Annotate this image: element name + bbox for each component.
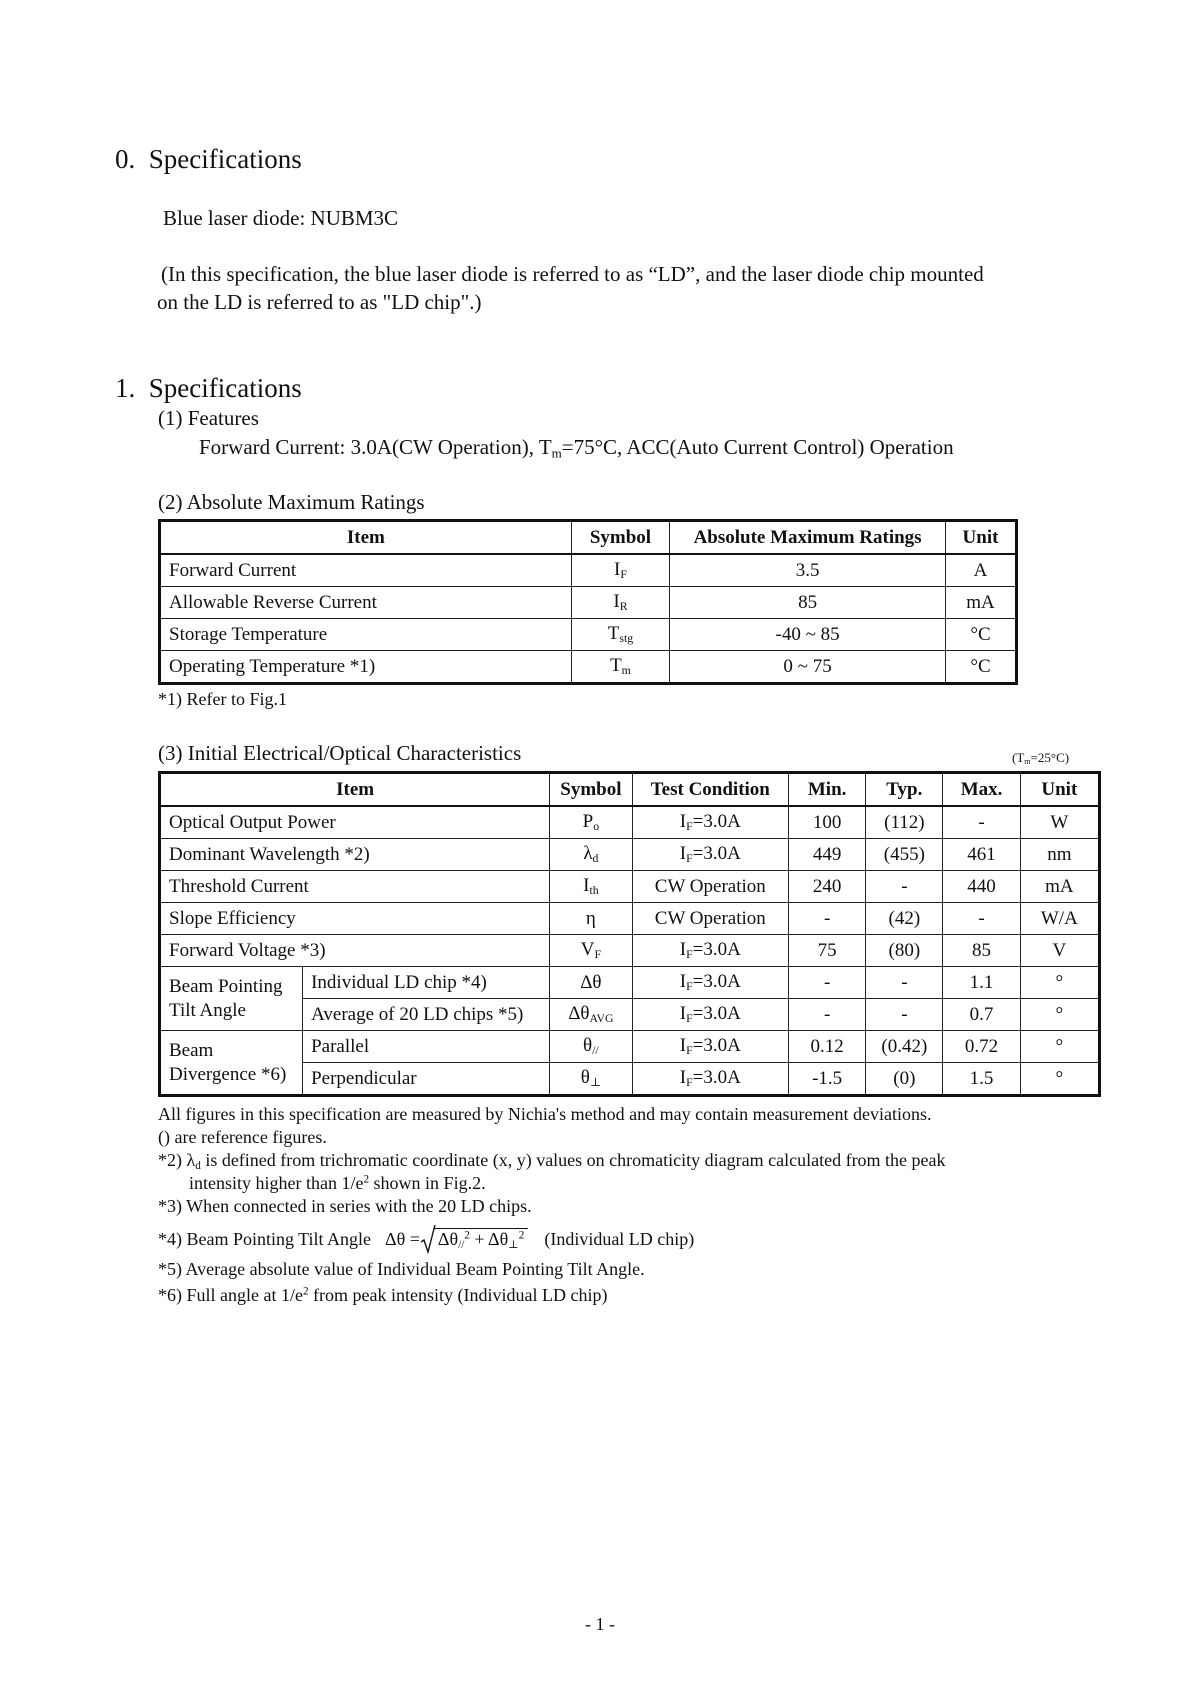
max-cell: 0.7 bbox=[943, 999, 1020, 1031]
formula-term1-sub: // bbox=[458, 1238, 465, 1251]
symbol-main: P bbox=[582, 811, 594, 833]
typ-cell: - bbox=[866, 999, 943, 1031]
sqrt-formula bbox=[420, 1224, 528, 1254]
intro-note-line1: (In this specification, the blue laser diode is referred to as “LD”, and the laser diode chip mounted bbox=[161, 262, 984, 286]
group-label-beam-divergence bbox=[160, 1031, 303, 1096]
table-header-row bbox=[160, 773, 1100, 807]
header-test-condition: Test Condition bbox=[632, 773, 788, 807]
table-row bbox=[160, 587, 1017, 619]
item-cell: Optical Output Power bbox=[160, 806, 550, 839]
note-6-sup: 2 bbox=[302, 1285, 309, 1298]
value-cell: 85 bbox=[670, 587, 946, 619]
condition-cell bbox=[632, 1063, 788, 1096]
item-cell: Dominant Wavelength *2) bbox=[160, 839, 550, 871]
unit-cell: nm bbox=[1020, 839, 1099, 871]
note-2-c1: intensity higher than 1/e bbox=[189, 1173, 364, 1193]
group-label-beam-pointing bbox=[160, 967, 303, 1031]
unit-cell: W bbox=[1020, 806, 1099, 839]
header-typ: Typ. bbox=[866, 773, 943, 807]
typ-cell: (80) bbox=[866, 935, 943, 967]
condition-value: =3.0A bbox=[692, 939, 741, 961]
min-cell: 100 bbox=[789, 806, 866, 839]
symbol-main: I bbox=[583, 875, 590, 897]
table-row bbox=[160, 651, 1017, 684]
unit-cell: °C bbox=[946, 619, 1017, 651]
symbol-main: θ bbox=[583, 1035, 593, 1057]
unit-cell: ° bbox=[1020, 967, 1099, 999]
min-cell: - bbox=[789, 903, 866, 935]
note-2-b: is defined from trichromatic coordinate (x, y) values on chromaticity diagram calculated from the peak bbox=[200, 1150, 946, 1170]
condition-sub: F bbox=[686, 979, 693, 993]
condition-main: I bbox=[679, 811, 687, 833]
condition-value: =3.0A bbox=[692, 1003, 741, 1025]
item-cell: Forward Voltage *3) bbox=[160, 935, 550, 967]
symbol-sub: AVG bbox=[589, 1011, 614, 1025]
note-5: *5) Average absolute value of Individual Beam Pointing Tilt Angle. bbox=[158, 1259, 645, 1279]
condition-main: I bbox=[679, 939, 687, 961]
amr-heading: (2) Absolute Maximum Ratings bbox=[158, 490, 425, 514]
symbol-sub: // bbox=[592, 1043, 599, 1057]
formula-term1: Δθ bbox=[437, 1228, 459, 1249]
note-4 bbox=[158, 1224, 694, 1254]
typ-cell: (112) bbox=[866, 806, 943, 839]
symbol-cell bbox=[571, 619, 669, 651]
condition-main: I bbox=[679, 843, 687, 865]
formula-term2-sup: 2 bbox=[518, 1228, 525, 1241]
unit-cell: W/A bbox=[1020, 903, 1099, 935]
max-cell: 85 bbox=[943, 935, 1020, 967]
item-cell: Forward Current bbox=[160, 554, 572, 587]
note-2-sub: d bbox=[195, 1159, 201, 1172]
group-label-line2: Tilt Angle bbox=[169, 999, 246, 1021]
symbol-cell: Δθ bbox=[550, 967, 632, 999]
note-2-sup: 2 bbox=[363, 1173, 370, 1186]
section-1-number: 1. bbox=[115, 373, 136, 403]
unit-cell: mA bbox=[1020, 871, 1099, 903]
item-cell: Storage Temperature bbox=[160, 619, 572, 651]
unit-cell: ° bbox=[1020, 1031, 1099, 1063]
condition-value: =3.0A bbox=[692, 971, 741, 993]
condition-cell bbox=[632, 935, 788, 967]
note-6-b: from peak intensity (Individual LD chip) bbox=[308, 1285, 608, 1305]
symbol-cell bbox=[550, 1031, 632, 1063]
group-label-line1: Beam Pointing bbox=[169, 975, 283, 997]
item-cell: Slope Efficiency bbox=[160, 903, 550, 935]
typ-cell: (455) bbox=[866, 839, 943, 871]
page-number: - 1 - bbox=[585, 1614, 615, 1634]
condition-sub: F bbox=[686, 1043, 693, 1057]
note-2-a: *2) λ bbox=[158, 1150, 196, 1170]
typ-cell: (0) bbox=[866, 1063, 943, 1096]
unit-cell: A bbox=[946, 554, 1017, 587]
typ-cell: - bbox=[866, 967, 943, 999]
symbol-main: T bbox=[610, 655, 622, 677]
table-header-row bbox=[160, 521, 1017, 555]
condition-sub: F bbox=[686, 1075, 693, 1089]
electrical-optical-characteristics-table bbox=[158, 771, 1101, 1097]
header-ratings: Absolute Maximum Ratings bbox=[670, 521, 946, 555]
sub-item-cell: Average of 20 LD chips *5) bbox=[303, 999, 550, 1031]
eoc-condition-b: =25°C) bbox=[1030, 750, 1070, 765]
min-cell: 75 bbox=[789, 935, 866, 967]
formula-lhs: Δθ = bbox=[385, 1228, 420, 1249]
condition-value: =3.0A bbox=[692, 1035, 741, 1057]
section-1-title: Specifications bbox=[148, 373, 302, 403]
unit-cell: ° bbox=[1020, 999, 1099, 1031]
condition-cell bbox=[632, 967, 788, 999]
typ-cell: - bbox=[866, 871, 943, 903]
condition-cell bbox=[632, 999, 788, 1031]
eoc-heading: (3) Initial Electrical/Optical Characteristics bbox=[158, 741, 522, 765]
symbol-cell bbox=[571, 587, 669, 619]
symbol-main: Δθ bbox=[568, 1003, 590, 1025]
condition-sub: F bbox=[686, 851, 693, 865]
table-row bbox=[160, 839, 1100, 871]
value-cell: -40 ~ 85 bbox=[670, 619, 946, 651]
note-4-row bbox=[158, 1224, 694, 1254]
eoc-condition bbox=[1012, 750, 1069, 766]
table-row bbox=[160, 967, 1100, 999]
condition-cell bbox=[632, 806, 788, 839]
item-cell: Threshold Current bbox=[160, 871, 550, 903]
value-cell: 3.5 bbox=[670, 554, 946, 587]
features-text-a: Forward Current: 3.0A(CW Operation), T bbox=[199, 435, 552, 459]
symbol-cell bbox=[550, 1063, 632, 1096]
note-3: *3) When connected in series with the 20 LD chips. bbox=[158, 1196, 532, 1216]
intro-note-line2: on the LD is referred to as "LD chip".) bbox=[157, 290, 482, 314]
condition-main: I bbox=[679, 1035, 687, 1057]
max-cell: 1.5 bbox=[943, 1063, 1020, 1096]
condition-cell bbox=[632, 839, 788, 871]
header-min: Min. bbox=[789, 773, 866, 807]
symbol-cell bbox=[571, 554, 669, 587]
condition-cell: CW Operation bbox=[632, 871, 788, 903]
max-cell: - bbox=[943, 806, 1020, 839]
max-cell: 0.72 bbox=[943, 1031, 1020, 1063]
header-unit: Unit bbox=[946, 521, 1017, 555]
symbol-main: V bbox=[580, 939, 595, 961]
product-name: Blue laser diode: NUBM3C bbox=[163, 206, 399, 230]
min-cell: - bbox=[789, 999, 866, 1031]
unit-cell: ° bbox=[1020, 1063, 1099, 1096]
table-row bbox=[160, 935, 1100, 967]
note-measurement: All figures in this specification are measured by Nichia's method and may contain measurement deviations. bbox=[158, 1104, 932, 1124]
note-2-c2: shown in Fig.2. bbox=[369, 1173, 486, 1193]
note-reference: () are reference figures. bbox=[158, 1127, 327, 1147]
symbol-cell bbox=[550, 999, 632, 1031]
symbol-sub: th bbox=[589, 883, 599, 897]
min-cell: 0.12 bbox=[789, 1031, 866, 1063]
min-cell: - bbox=[789, 967, 866, 999]
header-item: Item bbox=[160, 521, 572, 555]
min-cell: 449 bbox=[789, 839, 866, 871]
max-cell: 461 bbox=[943, 839, 1020, 871]
eoc-condition-a: (T bbox=[1012, 750, 1025, 765]
table-row bbox=[160, 554, 1017, 587]
sub-item-cell: Perpendicular bbox=[303, 1063, 550, 1096]
note-6-a: *6) Full angle at 1/e bbox=[158, 1285, 303, 1305]
max-cell: - bbox=[943, 903, 1020, 935]
group-label-line2: Divergence *6) bbox=[169, 1063, 287, 1085]
note-4-tail: (Individual LD chip) bbox=[544, 1228, 695, 1249]
sub-item-cell: Individual LD chip *4) bbox=[303, 967, 550, 999]
symbol-sub: F bbox=[620, 567, 627, 581]
min-cell: -1.5 bbox=[789, 1063, 866, 1096]
formula-term2: Δθ bbox=[488, 1228, 509, 1249]
symbol-sub: F bbox=[594, 947, 602, 961]
symbol-cell bbox=[550, 871, 632, 903]
symbol-cell bbox=[550, 806, 632, 839]
condition-value: =3.0A bbox=[692, 1067, 741, 1089]
symbol-cell: η bbox=[550, 903, 632, 935]
item-cell: Operating Temperature *1) bbox=[160, 651, 572, 684]
symbol-sub: stg bbox=[619, 631, 634, 645]
table-row bbox=[160, 903, 1100, 935]
section-0-heading bbox=[115, 144, 302, 175]
symbol-sub: ⊥ bbox=[589, 1075, 601, 1089]
header-unit: Unit bbox=[1020, 773, 1099, 807]
absolute-maximum-ratings-table bbox=[158, 519, 1018, 685]
symbol-main: θ bbox=[580, 1067, 590, 1089]
unit-cell: °C bbox=[946, 651, 1017, 684]
symbol-sub: m bbox=[621, 663, 631, 677]
condition-sub: F bbox=[686, 819, 693, 833]
note-4-label: *4) Beam Pointing Tilt Angle bbox=[158, 1228, 372, 1249]
symbol-sub: R bbox=[619, 599, 628, 613]
note-6 bbox=[158, 1285, 607, 1306]
features-text-sub: m bbox=[551, 445, 562, 461]
symbol-cell bbox=[550, 839, 632, 871]
condition-sub: F bbox=[686, 947, 693, 961]
condition-cell: CW Operation bbox=[632, 903, 788, 935]
unit-cell: V bbox=[1020, 935, 1099, 967]
header-max: Max. bbox=[943, 773, 1020, 807]
header-symbol: Symbol bbox=[571, 521, 669, 555]
sub-item-cell: Parallel bbox=[303, 1031, 550, 1063]
table-row bbox=[160, 1031, 1100, 1063]
condition-sub: F bbox=[686, 1011, 693, 1025]
note-2 bbox=[158, 1150, 946, 1172]
value-cell: 0 ~ 75 bbox=[670, 651, 946, 684]
condition-value: =3.0A bbox=[692, 811, 741, 833]
max-cell: 440 bbox=[943, 871, 1020, 903]
section-0-number: 0. bbox=[115, 144, 136, 174]
symbol-sub: o bbox=[593, 819, 600, 833]
symbol-main: I bbox=[614, 559, 621, 581]
symbol-main: T bbox=[607, 623, 620, 645]
features-text bbox=[199, 435, 954, 461]
max-cell: 1.1 bbox=[943, 967, 1020, 999]
condition-main: I bbox=[679, 1003, 687, 1025]
condition-main: I bbox=[679, 1067, 687, 1089]
condition-value: =3.0A bbox=[692, 843, 741, 865]
typ-cell: (42) bbox=[866, 903, 943, 935]
min-cell: 240 bbox=[789, 871, 866, 903]
symbol-main: λ bbox=[583, 843, 593, 865]
amr-footnote: *1) Refer to Fig.1 bbox=[158, 689, 287, 709]
features-text-b: =75°C, ACC(Auto Current Control) Operation bbox=[561, 435, 954, 459]
item-cell: Allowable Reverse Current bbox=[160, 587, 572, 619]
table-row bbox=[160, 806, 1100, 839]
formula-term1-sup: 2 bbox=[464, 1228, 470, 1241]
symbol-cell bbox=[571, 651, 669, 684]
symbol-sub: d bbox=[592, 851, 599, 865]
condition-cell bbox=[632, 1031, 788, 1063]
note-2-continuation bbox=[189, 1173, 486, 1194]
condition-main: I bbox=[679, 971, 687, 993]
table-row bbox=[160, 871, 1100, 903]
header-item: Item bbox=[160, 773, 550, 807]
section-1-heading bbox=[115, 373, 302, 404]
group-label-line1: Beam bbox=[169, 1039, 214, 1061]
eoc-condition-sub: m bbox=[1024, 757, 1031, 766]
features-heading: (1) Features bbox=[158, 406, 259, 430]
symbol-cell bbox=[550, 935, 632, 967]
header-symbol: Symbol bbox=[550, 773, 632, 807]
formula-plus: + bbox=[469, 1228, 489, 1249]
unit-cell: mA bbox=[946, 587, 1017, 619]
formula-term2-sub: ⊥ bbox=[508, 1238, 519, 1251]
section-0-title: Specifications bbox=[148, 144, 302, 174]
table-row bbox=[160, 619, 1017, 651]
symbol-main: I bbox=[613, 591, 620, 613]
typ-cell: (0.42) bbox=[866, 1031, 943, 1063]
sqrt-body bbox=[434, 1228, 528, 1251]
